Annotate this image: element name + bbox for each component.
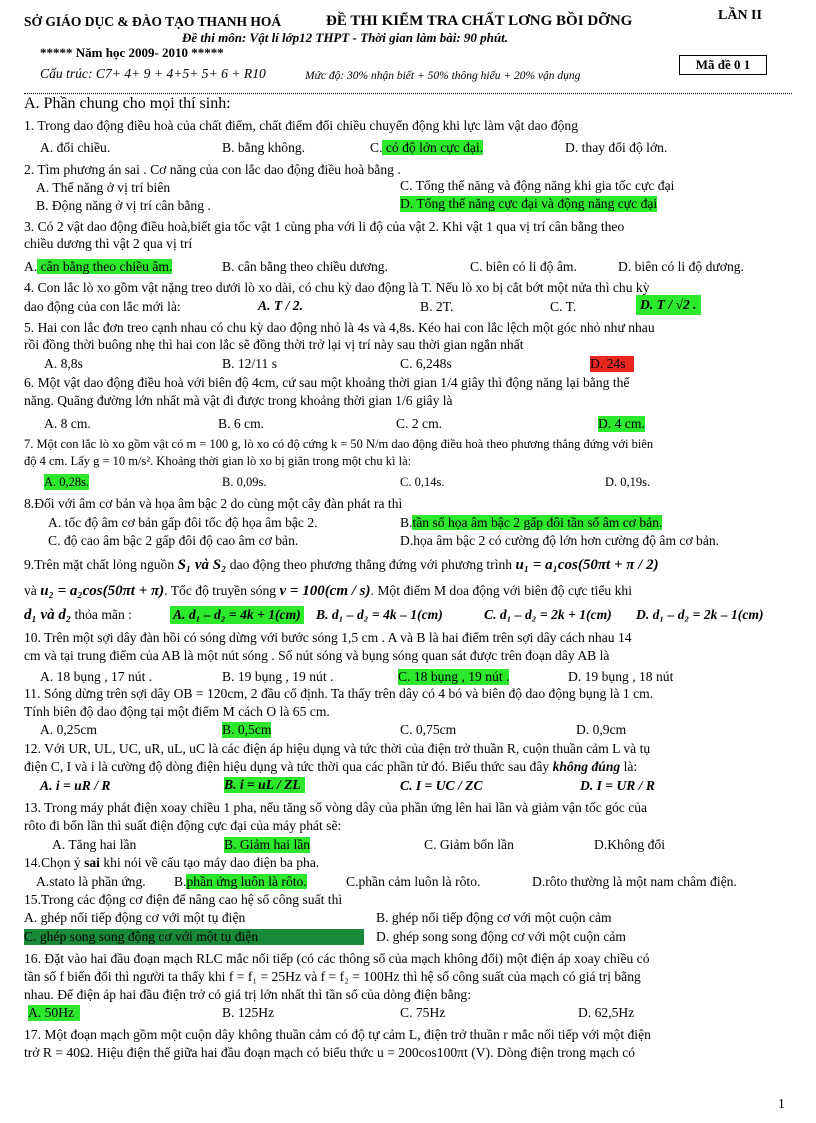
q2-option-d[interactable]: D. Tổng thế năng cực đại và động năng cực đại [400, 196, 658, 211]
q9-equation-u2: u₂ = a₂cos(50πt + π) [40, 583, 165, 599]
q2-text: 2. Tìm phương án sai . Cơ năng của con lắc dao động điều hoà bằng . [24, 162, 401, 177]
exam-title: ĐỀ THI KIỂM TRA CHẤT LƠNG BỒI DỠNG [326, 13, 633, 29]
q16-line2: tần số f biến đổi thì người ta thấy khi f = f₁ = 25Hz và f = f₂ = 100Hz thì hệ số công suất của mạch có giá trị bằng [24, 969, 641, 984]
q3-option-a-letter: A. [24, 259, 38, 274]
q16-option-a[interactable]: A. 50Hz [28, 1005, 80, 1021]
q14-option-b-letter: B. [174, 874, 187, 889]
q11-line2: Tính biên độ dao động tại một điểm M cách O là 65 cm. [24, 704, 330, 719]
q13-line2: rôto đi bốn lần thì suất điện động cực đại của máy phát sẽ: [24, 818, 342, 833]
q6-option-d[interactable]: D. 4 cm. [598, 416, 645, 431]
q15-option-b[interactable]: B. ghép nối tiếp động cơ với một cuộn cảm [376, 910, 612, 925]
q7-option-a[interactable]: A. 0,28s. [44, 475, 90, 489]
q8-option-c[interactable]: C. độ cao âm bậc 2 gấp đôi độ cao âm cơ bản. [48, 533, 299, 548]
q13-option-d[interactable]: D.Không đổi [594, 837, 665, 852]
q11-line1: 11. Sóng dừng trên sợi dây OB = 120cm, 2 đầu cố định. Ta thấy trên dây có 4 bó và biên độ dao động bụng là 1 cm. [24, 686, 654, 701]
q5-option-b[interactable]: B. 12/11 s [222, 356, 278, 371]
q5-option-a[interactable]: A. 8,8s [44, 356, 83, 371]
q11-option-a[interactable]: A. 0,25cm [40, 722, 98, 737]
q14-option-b-text: phần ứng luôn là rôto. [186, 874, 307, 889]
q17-line2: trở R = 40Ω. Hiệu điện thế giữa hai đầu đoạn mạch có biểu thức u = 200cos100πt (V). Dòng điện trong mạch có [24, 1045, 636, 1060]
q3-option-c[interactable]: C. biên có li độ âm. [470, 259, 577, 274]
q9-option-b[interactable]: B. d₁ – d₂ = 4k – 1(cm) [316, 607, 443, 622]
q2-option-b[interactable]: B. Động năng ở vị trí cân bằng . [36, 198, 211, 213]
q9-line2 [24, 583, 632, 599]
q1-option-b[interactable]: B. bằng không. [222, 140, 306, 155]
q11-option-d[interactable]: D. 0,9cm [576, 722, 627, 737]
q9-line3 [24, 607, 132, 623]
q12-line1: 12. Với UR, UL, UC, uR, uL, uC là các điện áp hiệu dụng và tức thời của điện trở thuần R, cuộn thuần cảm L và tụ [24, 741, 651, 756]
q15-text: 15.Trong các động cơ điện để nâng cao hệ số công suất thì [24, 892, 343, 907]
q4-line1: 4. Con lắc lò xo gồm vật nặng treo dưới lò xo dài, có chu kỳ dao động là T. Nếu lò xo bị cắt bớt một nửa thì chu kỳ [24, 280, 650, 295]
q1-text: 1. Trong dao động điều hoà của chất điểm, chất điểm đổi chiều chuyển động khi lực làm vật dao động [24, 118, 579, 133]
q13-line1: 13. Trong máy phát điện xoay chiều 1 pha, nếu tăng số vòng dây của phần ứng lên hai lần và giảm vận tốc góc của [24, 800, 648, 815]
q7-option-c[interactable]: C. 0,14s. [400, 475, 445, 489]
q6-option-c[interactable]: C. 2 cm. [396, 416, 443, 431]
q9-text-d: . Tốc độ truyền sóng [164, 583, 277, 598]
q9-line1 [24, 557, 659, 573]
q12-not-correct: không đúng [552, 759, 621, 774]
q7-line2: độ 4 cm. Lấy g = 10 m/s². Khoảng thời gian lò xo bị giãn trong một chu kì là: [24, 454, 412, 468]
q7-option-d[interactable]: D. 0,19s. [605, 475, 651, 489]
q12-option-c[interactable]: C. I = UC / ZC [400, 778, 483, 793]
q14-option-b[interactable] [174, 874, 307, 890]
q14-option-a[interactable]: A.stato là phần ứng. [36, 874, 146, 889]
q14-text-a: 14.Chọn ý [24, 855, 81, 870]
header-divider [24, 93, 792, 94]
structure-text: Cấu trúc: C7+ 4+ 9 + 4+5+ 5+ 6 + R10 [40, 66, 266, 81]
q8-option-d[interactable]: D.họa âm bậc 2 có cường độ lớn hơn cường độ âm cơ bản. [400, 533, 720, 548]
q9-option-d[interactable]: D. d₁ – d₂ = 2k – 1(cm) [636, 607, 764, 622]
q14-text [24, 855, 319, 871]
q8-text: 8.Đối với âm cơ bản và họa âm bậc 2 do cùng một cây đàn phát ra thì [24, 496, 403, 511]
q9-option-a[interactable]: A. d₁ – d₂ = 4k + 1(cm) [170, 606, 304, 624]
q13-option-b[interactable]: B. Giảm hai lần [224, 837, 311, 852]
q12-line2 [24, 759, 637, 775]
q3-option-d[interactable]: D. biên có li độ dương. [618, 259, 744, 274]
q3-option-a[interactable] [24, 259, 172, 275]
q16-line1: 16. Đặt vào hai đầu đoạn mạch RLC mắc nối tiếp (có các thông số của mạch không đổi) một điện áp xoay chiều có [24, 951, 650, 966]
q1-option-c-text: có độ lớn cực đại. [382, 140, 484, 155]
q7-option-b[interactable]: B. 0,09s. [222, 475, 267, 489]
q10-line2: cm và tại trung điểm của AB là một nút sóng . Số nút sóng và bụng sóng quan sát được trên đoạn dây AB là [24, 648, 610, 663]
q9-text-e: . Một điểm M doa động với biên độ cực tiểu khi [370, 583, 632, 598]
school-year: ***** Năm học 2009- 2010 ***** [40, 45, 224, 60]
q6-line2: năng. Quãng đường lớn nhất mà vật đi được trong khoảng thời gian 1/6 giây là [24, 393, 453, 408]
q15-option-d[interactable]: D. ghép song song động cơ với một cuộn cảm [376, 929, 626, 944]
q13-option-c[interactable]: C. Giảm bốn lần [424, 837, 514, 852]
section-title: A. Phần chung cho mọi thí sinh: [24, 95, 231, 112]
q14-option-d[interactable]: D.rôto thường là một nam châm điện. [532, 874, 737, 889]
q15-option-a[interactable]: A. ghép nối tiếp động cơ với một tụ điện [24, 910, 246, 925]
q8-option-b-text: tần số họa âm bậc 2 gấp đôi tần số âm cơ bản. [412, 515, 663, 530]
q10-option-c[interactable]: C. 18 bụng , 19 nút . [398, 669, 510, 684]
q4-line2: dao động của con lắc mới là: [24, 299, 181, 314]
q7-line1: 7. Một con lắc lò xo gồm vật có m = 100 g, lò xo có độ cứng k = 50 N/m dao động điều hoà theo phương thẳng đứng với biên [24, 437, 654, 451]
q3-line2: chiều dương thì vật 2 qua vị trí [24, 236, 193, 251]
q1-option-c-letter: C. [370, 140, 383, 155]
q5-line1: 5. Hai con lắc đơn treo cạnh nhau có chu kỳ dao động nhỏ là 4s và 4,8s. Kéo hai con lắc lệch một góc nhỏ như nhau [24, 320, 655, 335]
q10-option-b[interactable]: B. 19 bụng , 19 nút . [222, 669, 334, 684]
q9-text-b: dao động theo phương thẳng đứng với phương trình [229, 557, 513, 572]
q10-option-d[interactable]: D. 19 bụng , 18 nút [568, 669, 674, 684]
q11-option-b[interactable]: B. 0,5cm [222, 722, 272, 737]
q6-line1: 6. Một vật dao động điều hoà với biên độ 4cm, cứ sau một khoảng thời gian 1/4 giây thì động năng lại bằng thế [24, 375, 630, 390]
q9-equation-u1: u₁ = a₁cos(50πt + π / 2) [515, 557, 659, 573]
q15-option-c[interactable]: C. ghép song song động cơ với một tụ điện [24, 929, 364, 945]
q14-wrong: sai [84, 855, 100, 870]
q12-option-a[interactable]: A. i = uR / R [40, 778, 111, 793]
dept-name: SỞ GIÁO DỤC & ĐÀO TẠO THANH HOÁ [24, 14, 282, 29]
q9-velocity: v = 100(cm / s) [279, 583, 371, 599]
q4-option-b[interactable]: B. 2T. [420, 299, 454, 314]
q5-line2: rồi đồng thời buông nhẹ thì hai con lắc sẽ đồng thời trở lại vị trí này sau thời gian ngắn nhất [24, 337, 524, 352]
page-number: 1 [778, 1096, 785, 1111]
q2-option-a[interactable]: A. Thế năng ở vị trí biên [36, 180, 171, 195]
q9-distances: d₁ và d₂ [24, 607, 72, 623]
q9-text-f: thỏa mãn : [74, 607, 132, 622]
q11-option-c[interactable]: C. 0,75cm [400, 722, 457, 737]
q17-line1: 17. Một đoạn mạch gồm một cuộn dây không thuần cảm có độ tự cảm L, điện trở thuần r mắc nối tiếp với một điện [24, 1027, 651, 1042]
exam-code-box: Mã đề 0 1 [679, 55, 767, 75]
q3-option-a-text: cân bằng theo chiều âm. [37, 259, 173, 274]
q1-option-a[interactable]: A. đổi chiều. [40, 140, 111, 155]
q12-text-a: điện C, I và i là cường độ dòng điện hiệu dụng và tức thời qua các phần tử đó. Biểu thức sau đây [24, 759, 550, 774]
level-text: Mức độ: 30% nhận biết + 50% thông hiểu + 20% vận dụng [305, 70, 581, 82]
q12-text-b: là: [623, 759, 638, 774]
q4-option-a[interactable]: A. T / 2. [258, 298, 303, 313]
q16-line3: nhau. Để điện áp hai đầu điện trở có giá trị lớn nhất thì tần số của dòng điện bằng: [24, 987, 471, 1002]
q8-option-a[interactable]: A. tốc độ âm cơ bản gấp đôi tốc độ họa âm bậc 2. [48, 515, 318, 530]
q14-option-c[interactable]: C.phần cảm luôn là rôto. [346, 874, 481, 889]
q4-option-c[interactable]: C. T. [550, 299, 577, 314]
q3-line1: 3. Có 2 vật dao động điều hoà,biết gia tốc vật 1 cùng pha với li độ của vật 2. Khi vật 1 qua vị trí cân bằng theo [24, 219, 625, 234]
q14-text-b: khi nói về cấu tạo máy dao điện ba pha. [103, 855, 320, 870]
q9-text-a: 9.Trên mặt chất lỏng nguồn [24, 557, 175, 572]
q13-option-a[interactable]: A. Tăng hai lần [52, 837, 137, 852]
q4-option-d[interactable]: D. T / √2 . [636, 295, 701, 315]
q9-text-c: và [24, 583, 37, 598]
q9-sources: S₁ và S₂ [177, 557, 227, 573]
q5-option-d[interactable]: D. 24s [590, 356, 634, 372]
q6-option-b[interactable]: B. 6 cm. [218, 416, 265, 431]
q16-option-b[interactable]: B. 125Hz [222, 1005, 275, 1020]
q12-option-b[interactable]: B. i = uL / ZL [224, 777, 305, 793]
q12-option-d[interactable]: D. I = UR / R [580, 778, 655, 793]
exam-round: LẦN II [718, 8, 762, 23]
q5-option-c[interactable]: C. 6,248s [400, 356, 452, 371]
q10-line1: 10. Trên một sợi dây đàn hồi có sóng dừng với bước sóng 1,5 cm . A và B là hai điểm trên sợi dây cách nhau 14 [24, 630, 632, 645]
q16-option-d[interactable]: D. 62,5Hz [578, 1005, 635, 1020]
q8-option-b-letter: B. [400, 515, 413, 530]
q16-option-c[interactable]: C. 75Hz [400, 1005, 446, 1020]
q3-option-b[interactable]: B. cân bằng theo chiều dương. [222, 259, 388, 274]
q1-option-d[interactable]: D. thay đổi độ lớn. [565, 140, 668, 155]
q8-option-b[interactable] [400, 515, 662, 531]
q2-option-c[interactable]: C. Tổng thế năng và động năng khi gia tốc cực đại [400, 178, 675, 193]
q9-option-c[interactable]: C. d₁ – d₂ = 2k + 1(cm) [484, 607, 612, 622]
q1-option-c[interactable] [370, 140, 483, 156]
q6-option-a[interactable]: A. 8 cm. [44, 416, 91, 431]
exam-subject: Đề thi môn: Vật lí lớp12 THPT - Thời gian làm bài: 90 phút. [182, 30, 508, 45]
q10-option-a[interactable]: A. 18 bụng , 17 nút . [40, 669, 153, 684]
